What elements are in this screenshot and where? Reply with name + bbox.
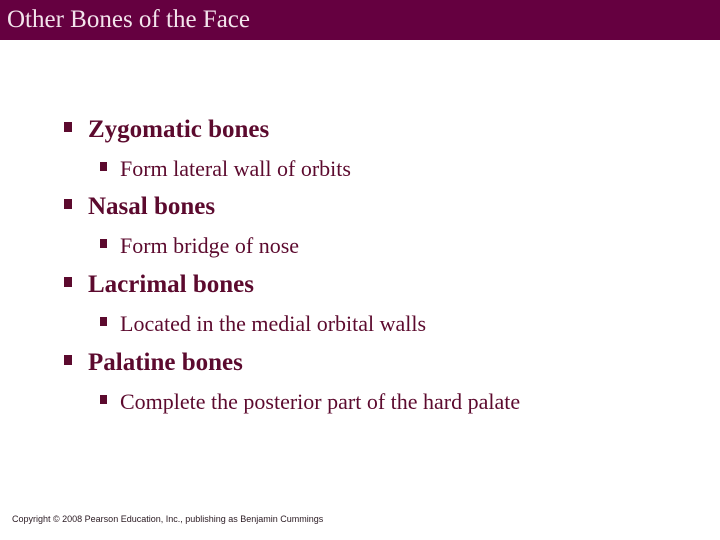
square-bullet-icon (64, 277, 72, 287)
bullet-detail: Form lateral wall of orbits (120, 156, 351, 181)
square-bullet-icon (100, 239, 107, 248)
square-bullet-icon (100, 395, 107, 404)
square-bullet-icon (100, 162, 107, 171)
bullet-heading: Zygomatic bones (88, 116, 270, 143)
square-bullet-icon (100, 317, 107, 326)
bullet-heading: Lacrimal bones (88, 271, 254, 298)
bullet-heading: Nasal bones (88, 193, 216, 220)
bullet-detail: Form bridge of nose (120, 233, 300, 258)
copyright-footer: Copyright © 2008 Pearson Education, Inc., publishing as Benjamin Cummings (12, 514, 324, 524)
square-bullet-icon (64, 199, 72, 209)
square-bullet-icon (64, 355, 72, 365)
bullet-heading: Palatine bones (88, 349, 243, 376)
title-bar (0, 0, 720, 40)
bullet-detail: Complete the posterior part of the hard palate (120, 389, 521, 414)
bullet-detail: Located in the medial orbital walls (120, 311, 427, 336)
slide-title: Other Bones of the Face (7, 6, 250, 33)
square-bullet-icon (64, 122, 72, 132)
